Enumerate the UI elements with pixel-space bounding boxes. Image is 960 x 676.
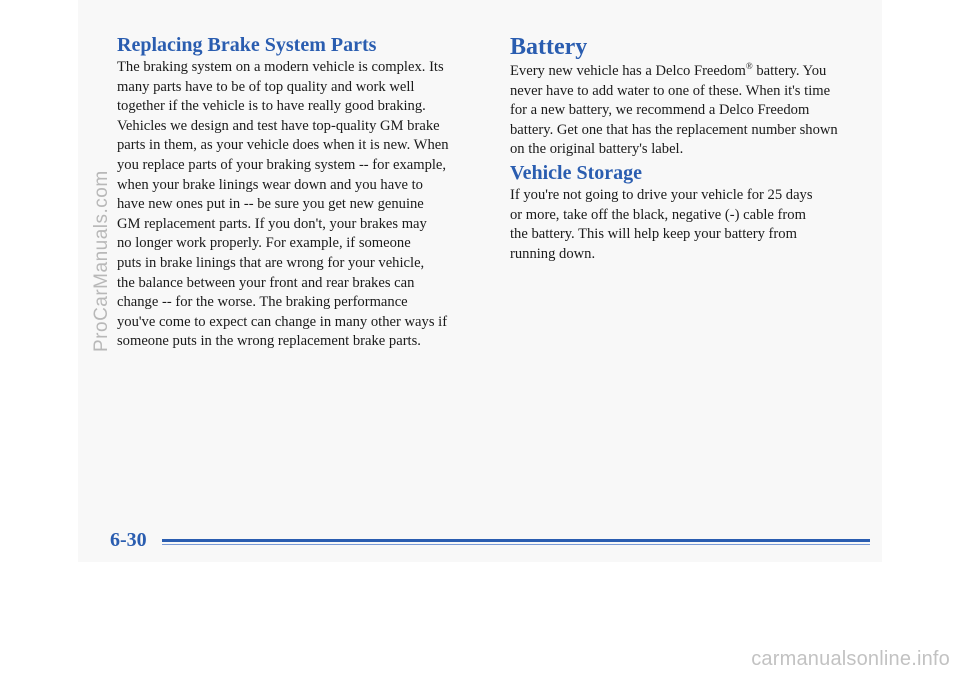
footer-rule [162,539,870,542]
vehicle-storage-paragraph: If you're not going to drive your vehicle for 25 days or more, take off the black, negative (-) cable from the battery. This will help keep your battery from running down. [510,186,813,262]
side-watermark: ProCarManuals.com [91,170,112,352]
bottom-watermark: carmanualsonline.info [751,648,950,670]
footer-rule-thin [162,544,870,545]
brake-parts-heading: Replacing Brake System Parts [117,34,377,56]
brake-parts-paragraph: The braking system on a modern vehicle is complex. Its many parts have to be of top quality and work well together if the vehicle is to have really good braking. Vehicles we design and test have top-quality GM brake parts in them, as your vehicle does when it is new. When you replace parts of your braking system -- for example, when your brake linings wear down and you have to have new ones put in -- be sure you get new genuine GM replacement parts. If you don't, your brakes may no longer work properly. For example, if someone puts in brake linings that are wrong for your vehicle, the balance between your front and rear brakes can change -- for the worse. The braking performance you've come to expect can change in many other ways if someone puts in the wrong replacement brake parts. [117,59,449,350]
battery-text-start: Every new vehicle has a Delco Freedom [510,63,746,79]
right-column [510,32,880,264]
page-number: 6-30 [110,529,147,551]
battery-text-rest: battery. You never have to add water to one of these. When it's time for a new battery, we recommend a Delco Freedom battery. Get one that has the replacement number shown on the original battery's label. [510,63,838,158]
page-footer [110,528,870,552]
vehicle-storage-heading: Vehicle Storage [510,161,643,184]
battery-paragraph [510,62,880,160]
registered-trademark: ® [745,61,753,72]
battery-heading: Battery [510,34,588,60]
left-column [117,32,487,352]
